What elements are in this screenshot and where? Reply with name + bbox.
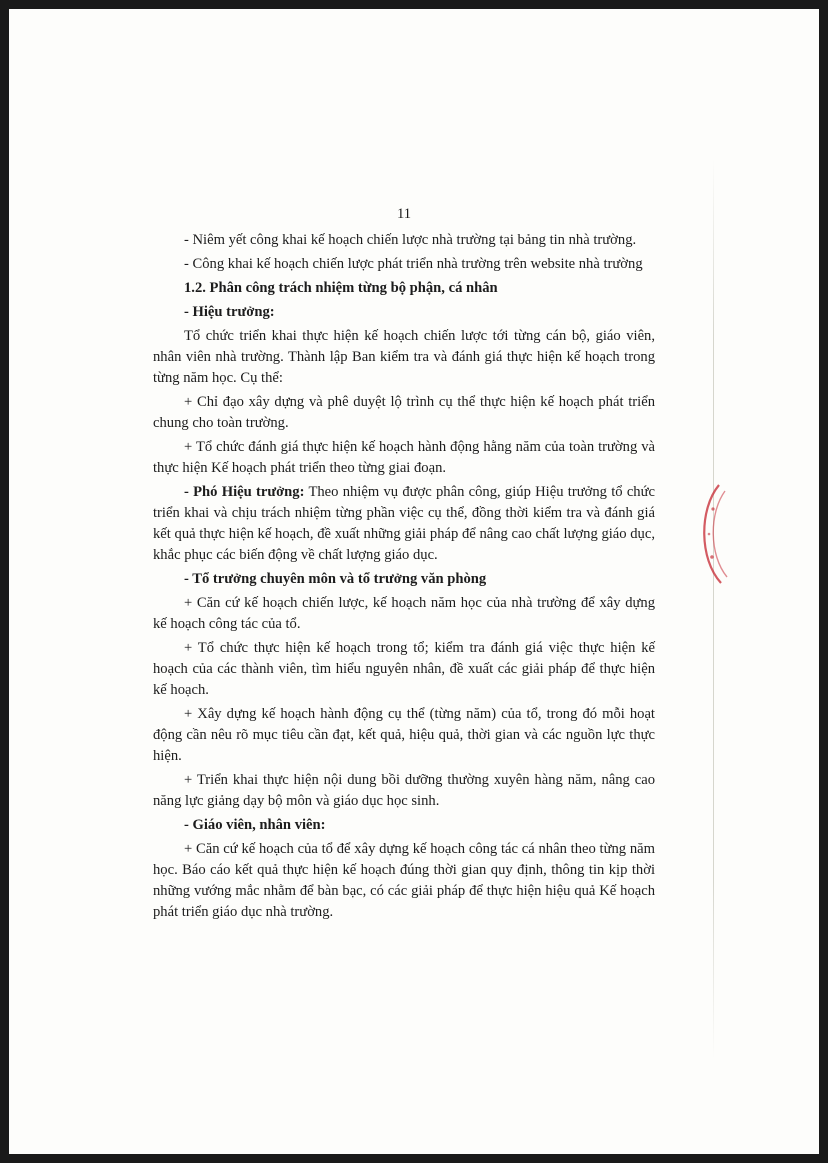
paragraph-giao-vien: + Căn cứ kế hoạch của tổ để xây dựng kế hoạch công tác cá nhân theo từng năm học. Báo cáo kết quả thực hiện kế hoạch đúng thời gian quy định, thông tin kịp thời những vướng mắc nhằm để bàn bạc, có các giải pháp để thực hiện hiệu quả Kế hoạch phát triển giáo dục nhà trường. [153,841,655,920]
document-page [9,9,819,1154]
paragraph-can-cu-ke-hoach: + Căn cứ kế hoạch chiến lược, kế hoạch năm học của nhà trường để xây dựng kế hoạch công tác của tổ. [153,595,655,632]
heading-hieu-truong: - Hiệu trưởng: [184,304,275,320]
page-number: 11 [396,206,412,222]
paragraph-to-chuc-thuc-hien: + Tổ chức thực hiện kế hoạch trong tổ; kiểm tra đánh giá việc thực hiện kế hoạch của các thành viên, tìm hiểu nguyên nhân, đề xuất các giải pháp để thực hiện kế hoạch. [153,640,655,698]
paragraph-chi-dao: + Chỉ đạo xây dựng và phê duyệt lộ trình cụ thể thực hiện kế hoạch phát triển chung cho toàn trường. [153,394,655,431]
section-heading-1-2: 1.2. Phân công trách nhiệm từng bộ phận, cá nhân [184,280,498,296]
paragraph-xay-dung-ke-hoach: + Xây dựng kế hoạch hành động cụ thể (từng năm) của tổ, trong đó mỗi hoạt động cần nêu rõ mục tiêu cần đạt, kết quả, hiệu quả, thời gian và các nguồn lực thực hiện. [153,706,655,764]
lead-pho-hieu-truong: - Phó Hiệu trưởng: [184,484,305,500]
paragraph-pho-hieu-truong [153,482,655,566]
heading-to-truong: - Tổ trưởng chuyên môn và tổ trưởng văn phòng [184,571,487,587]
paragraph-1: - Niêm yết công khai kế hoạch chiến lược nhà trường tại bảng tin nhà trường. [184,232,637,248]
paragraph-2: - Công khai kế hoạch chiến lược phát triển nhà trường trên website nhà trường [184,256,643,272]
paragraph-hieu-truong: Tổ chức triển khai thực hiện kế hoạch chiến lược tới từng cán bộ, giáo viên, nhân viên nhà trường. Thành lập Ban kiểm tra và đánh giá thực hiện kế hoạch trong từng năm học. Cụ thể: [153,328,655,386]
red-stamp-fragment [689,479,729,589]
paragraph-to-chuc-danh-gia: + Tổ chức đánh giá thực hiện kế hoạch hành động hằng năm của toàn trường và thực hiện Kế hoạch phát triển theo từng giai đoạn. [153,439,655,476]
heading-giao-vien: - Giáo viên, nhân viên: [184,817,326,833]
text-pho-hieu-truong: Theo nhiệm vụ được phân công, giúp Hiệu trưởng tổ chức triển khai và chịu trách nhiệm từng phần việc cụ thể, đồng thời kiểm tra và đánh giá kết quả thực hiện kế hoạch, đề xuất những giải pháp để nâng cao chất lượng giáo dục, khắc phục các biến động về chất lượng giáo dục. [153,484,655,563]
paragraph-trien-khai: + Triển khai thực hiện nội dung bồi dưỡng thường xuyên hàng năm, nâng cao năng lực giảng dạy bộ môn và giáo dục học sinh. [153,772,655,809]
page-body [153,204,655,926]
scan-edge-line [713,159,714,1059]
